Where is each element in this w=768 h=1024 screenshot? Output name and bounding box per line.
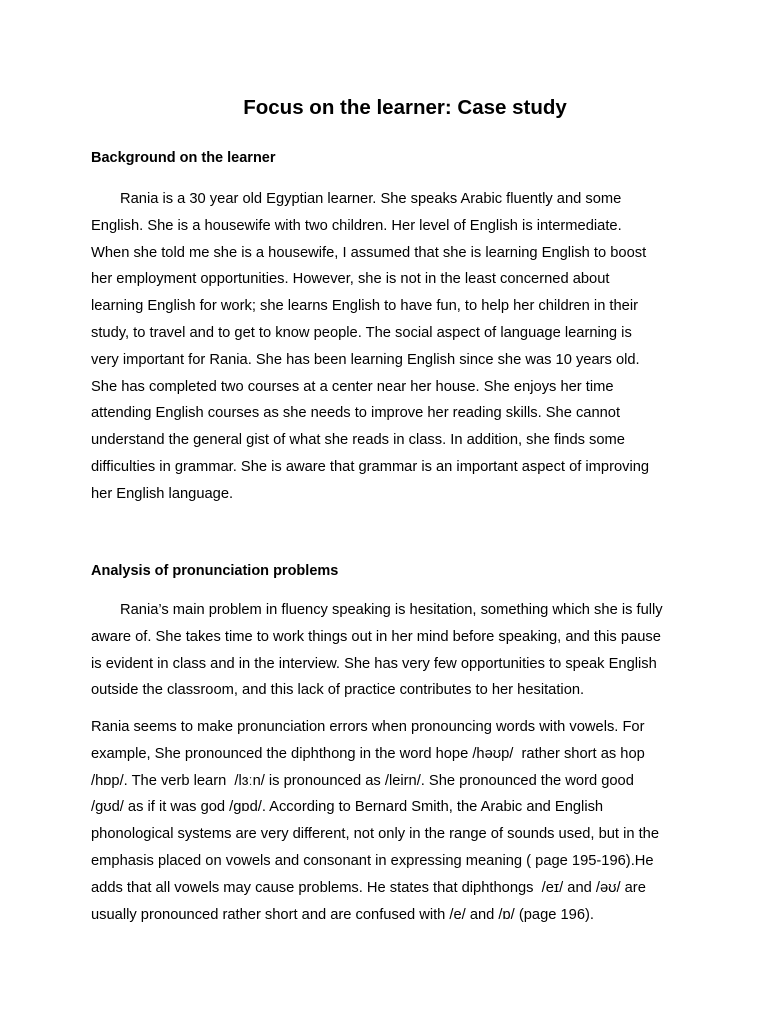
text-line: Rania’s main problem in fluency speaking is hesitation, something which she is fully [120, 602, 663, 618]
text-line: aware of. She takes time to work things out in her mind before speaking, and this pause [91, 628, 661, 645]
text-line: adds that all vowels may cause problems. He states that diphthongs /eɪ/ and /əʊ/ are [91, 879, 646, 896]
text-line: She has completed two courses at a center near her house. She enjoys her time [91, 378, 614, 395]
text-line: usually pronounced rather short and are confused with /e/ and /ɒ/ (page 196). [91, 906, 594, 923]
text-line: Rania seems to make pronunciation errors when pronouncing words with vowels. For [91, 719, 645, 735]
text-line: her employment opportunities. However, she is not in the least concerned about [91, 271, 610, 288]
text-line: phonological systems are very different, not only in the range of sounds used, but in the [91, 826, 659, 843]
background-paragraph-body [91, 240, 691, 508]
text-line: When she told me she is a housewife, I assumed that she is learning English to boost [91, 244, 647, 261]
text-line: is evident in class and in the interview. She has very few opportunities to speak English [91, 655, 657, 672]
section-heading-background: Background on the learner [91, 150, 276, 166]
text-line: /gʊd/ as if it was god /gɒd/. According to Bernard Smith, the Arabic and English [91, 799, 604, 816]
text-line: study, to travel and to get to know people. The social aspect of language learning is [91, 324, 632, 341]
text-line: Rania is a 30 year old Egyptian learner. She speaks Arabic fluently and some [120, 191, 622, 207]
hesitation-paragraph-first-line [91, 597, 691, 624]
text-line: attending English courses as she needs to improve her reading skills. She cannot [91, 405, 621, 422]
hesitation-paragraph-body [91, 624, 691, 704]
text-line: learning English for work; she learns English to have fun, to help her children in their [91, 298, 639, 315]
vowel-errors-paragraph [91, 714, 691, 928]
text-line: difficulties in grammar. She is aware that grammar is an important aspect of improving [91, 458, 650, 475]
text-line: outside the classroom, and this lack of practice contributes to her hesitation. [91, 682, 585, 699]
text-line: very important for Rania. She has been learning English since she was 10 years old. [91, 351, 640, 368]
text-line: understand the general gist of what she reads in class. In addition, she finds some [91, 432, 625, 449]
section-heading-pronunciation: Analysis of pronunciation problems [91, 563, 339, 579]
page-title: Focus on the learner: Case study [243, 96, 567, 119]
text-line: English. She is a housewife with two children. Her level of English is intermediate. [91, 217, 622, 234]
background-paragraph [91, 186, 691, 240]
text-line: emphasis placed on vowels and consonant in expressing meaning ( page 195-196).He [91, 852, 654, 869]
text-line: /hɒp/. The verb learn /lɜːn/ is pronounced as /leirn/. She pronounced the word good [91, 772, 634, 789]
text-line: her English language. [91, 485, 234, 502]
text-line: example, She pronounced the diphthong in the word hope /həʊp/ rather short as hop [91, 745, 645, 762]
